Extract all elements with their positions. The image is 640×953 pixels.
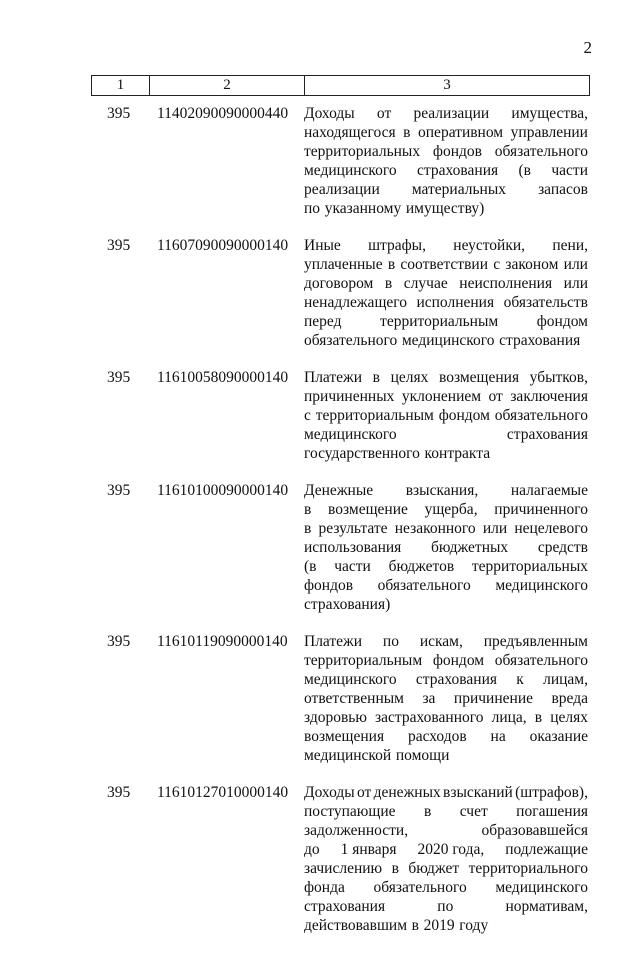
- word: или: [563, 256, 588, 273]
- table-row: [0, 236, 640, 350]
- page-number: 2: [583, 38, 592, 57]
- word: реализации: [413, 105, 490, 122]
- word: искам,: [419, 633, 463, 650]
- admin-code: 395: [107, 784, 131, 801]
- word: страхования: [304, 898, 386, 915]
- word: страхования: [499, 332, 581, 349]
- header-col-1: 1: [116, 77, 125, 93]
- table-row: [0, 104, 640, 218]
- word: (в: [304, 558, 317, 575]
- description-line: [304, 142, 588, 161]
- word: целях: [390, 369, 429, 386]
- description-line: [304, 821, 588, 840]
- word: в: [387, 256, 396, 273]
- description-line: [304, 444, 588, 463]
- word: территориальных: [304, 143, 421, 160]
- word: возмещение: [328, 501, 408, 518]
- word: фондом: [432, 652, 485, 669]
- word: медицинского: [401, 332, 495, 349]
- description-line: [304, 368, 588, 387]
- word: государственного: [304, 445, 420, 462]
- table-row: [0, 481, 640, 614]
- word: по: [382, 633, 399, 650]
- word: 2020 года,: [417, 841, 485, 858]
- word: в: [403, 124, 411, 141]
- description-line: [304, 481, 588, 500]
- description-line: [304, 783, 588, 802]
- word: с: [493, 256, 501, 273]
- word: или: [563, 275, 588, 292]
- description-line: [304, 406, 588, 425]
- word: неустойки,: [453, 237, 526, 254]
- word: нецелевого: [514, 520, 588, 537]
- description-line: [304, 576, 588, 595]
- word: взысканий: [443, 784, 513, 801]
- word: материальных: [411, 181, 506, 198]
- word: денежных: [373, 784, 441, 801]
- word: нормативам,: [505, 898, 588, 915]
- word: (в: [518, 162, 531, 179]
- word: в: [372, 369, 380, 386]
- word: Иные: [304, 237, 341, 254]
- description-line: [304, 331, 588, 350]
- table-row: [0, 783, 640, 935]
- word: реализации: [304, 181, 380, 198]
- budget-classification-code: 11610058090000140: [157, 369, 289, 386]
- word: погашения: [516, 803, 588, 820]
- word: фонда: [304, 879, 345, 896]
- word: лица,: [491, 709, 527, 726]
- word: причиненных: [304, 388, 395, 405]
- word: обязательного: [377, 577, 471, 594]
- word: бюджет: [408, 860, 460, 877]
- word: обязательного: [494, 407, 588, 424]
- word: застрахованного: [375, 709, 484, 726]
- description-line: [304, 840, 588, 859]
- word: в: [391, 860, 399, 877]
- word: Доходы: [304, 105, 355, 122]
- word: заключения: [510, 388, 588, 405]
- word: ответственным: [304, 690, 404, 707]
- word: в: [304, 501, 312, 518]
- word: перед: [304, 313, 342, 330]
- word: оказание: [529, 728, 588, 745]
- word: части: [334, 558, 371, 575]
- word: Доходы: [304, 784, 355, 801]
- word: медицинского: [304, 162, 397, 179]
- word: возмещения: [304, 728, 385, 745]
- word: счет: [459, 803, 488, 820]
- description-line: [304, 651, 588, 670]
- word: в: [411, 917, 419, 934]
- description-line: [304, 425, 588, 444]
- word: бюджетных: [430, 539, 509, 556]
- budget-classification-code: 11610100090000140: [157, 482, 289, 499]
- word: пени,: [552, 237, 588, 254]
- word: законом: [505, 256, 559, 273]
- description-line: [304, 878, 588, 897]
- word: причиненного: [494, 501, 588, 518]
- word: от: [488, 388, 503, 405]
- description-line: [304, 123, 588, 142]
- word: обязательств: [503, 294, 588, 311]
- description-line: [304, 236, 588, 255]
- word: фондов: [432, 143, 482, 160]
- table-row: [0, 632, 640, 765]
- word: зачислению: [304, 860, 383, 877]
- word: обязательного: [494, 143, 588, 160]
- word: вреда: [551, 690, 588, 707]
- word: имуществу): [405, 200, 485, 217]
- description-line: [304, 387, 588, 406]
- word: убытков,: [529, 369, 588, 386]
- word: (штрафов),: [515, 784, 588, 801]
- word: фондом: [536, 313, 588, 330]
- word: средств: [537, 539, 588, 556]
- word: территориальным: [380, 313, 499, 330]
- word: управлении: [510, 124, 588, 141]
- word: договором: [304, 275, 374, 292]
- description-line: [304, 802, 588, 821]
- description-line: [304, 595, 588, 614]
- word: обязательного: [494, 652, 588, 669]
- word: незаконного: [394, 520, 476, 537]
- description-line: [304, 255, 588, 274]
- description-line: [304, 916, 588, 935]
- word: подлежащие: [505, 841, 588, 858]
- word: году: [459, 917, 489, 934]
- description-line: [304, 689, 588, 708]
- word: оперативном: [418, 124, 504, 141]
- word: ущерба,: [424, 501, 478, 518]
- word: поступающие: [304, 803, 396, 820]
- description-line: [304, 293, 588, 312]
- word: за: [422, 690, 436, 707]
- word: территориальным: [315, 407, 434, 424]
- word: страхования): [304, 596, 391, 613]
- revenue-description: [304, 783, 588, 935]
- description-line: [304, 312, 588, 331]
- word: территориальных: [471, 558, 588, 575]
- word: или: [482, 520, 508, 537]
- word: уклонением: [401, 388, 482, 405]
- budget-classification-code: 11607090090000140: [157, 237, 289, 254]
- description-line: [304, 859, 588, 878]
- word: возмещения: [438, 369, 520, 386]
- description-line: [304, 199, 588, 218]
- description-line: [304, 161, 588, 180]
- admin-code: 395: [107, 482, 131, 499]
- word: на: [490, 728, 506, 745]
- admin-code: 395: [107, 105, 131, 122]
- description-line: [304, 727, 588, 746]
- word: неисполнения: [459, 275, 553, 292]
- word: фондов: [304, 577, 354, 594]
- admin-code: 395: [107, 369, 131, 386]
- word: страхования: [415, 671, 498, 688]
- description-line: [304, 538, 588, 557]
- revenue-description: [304, 481, 588, 614]
- word: 1 января: [340, 841, 397, 858]
- word: с: [304, 407, 311, 424]
- header-col-2: 2: [149, 76, 304, 95]
- word: Платежи: [304, 369, 363, 386]
- description-line: [304, 708, 588, 727]
- word: до: [304, 841, 320, 858]
- word: взыскания,: [405, 482, 479, 499]
- word: задолженности,: [304, 822, 409, 839]
- word: использования: [304, 539, 402, 556]
- description-line: [304, 746, 588, 765]
- description-line: [304, 557, 588, 576]
- description-line: [304, 897, 588, 916]
- budget-classification-code: 11610127010000140: [157, 784, 289, 801]
- word: образовавшейся: [481, 822, 588, 839]
- word: в: [304, 520, 312, 537]
- word: Денежные: [304, 482, 374, 499]
- word: к: [516, 671, 524, 688]
- admin-code: 395: [107, 633, 131, 650]
- word: территориальным: [304, 652, 423, 669]
- word: медицинского: [304, 671, 397, 688]
- word: случае: [403, 275, 448, 292]
- word: исполнения: [416, 294, 495, 311]
- word: по: [304, 200, 321, 217]
- word: в: [534, 709, 543, 726]
- word: бюджетов: [388, 558, 455, 575]
- word: помощи: [395, 747, 450, 764]
- word: контракта: [424, 445, 491, 462]
- word: от: [357, 784, 372, 801]
- word: расходов: [407, 728, 467, 745]
- word: обязательного: [373, 879, 467, 896]
- word: Платежи: [304, 633, 363, 650]
- word: медицинского: [304, 426, 397, 443]
- word: причинение: [453, 690, 533, 707]
- word: медицинской: [304, 747, 392, 764]
- word: обязательного: [304, 332, 398, 349]
- word: целях: [550, 709, 588, 726]
- word: в: [384, 275, 393, 292]
- word: указанному: [324, 200, 402, 217]
- word: 2019: [423, 917, 455, 934]
- revenue-description: [304, 368, 588, 463]
- table-row: [0, 368, 640, 463]
- word: страхования: [417, 162, 499, 179]
- description-line: [304, 500, 588, 519]
- word: действовавшим: [304, 917, 408, 934]
- word: фондом: [438, 407, 490, 424]
- word: лицам,: [543, 671, 588, 688]
- table-header: [91, 75, 590, 96]
- word: результате: [318, 520, 388, 537]
- table-body: [0, 104, 640, 953]
- word: части: [551, 162, 588, 179]
- admin-code: 395: [107, 237, 131, 254]
- budget-classification-code: 11610119090000140: [157, 633, 288, 650]
- description-line: [304, 632, 588, 651]
- word: налагаемые: [510, 482, 588, 499]
- budget-classification-code: 11402090090000440: [157, 105, 289, 122]
- word: здоровью: [304, 709, 367, 726]
- revenue-description: [304, 104, 588, 218]
- word: предъявленным: [483, 633, 588, 650]
- word: в: [423, 803, 432, 820]
- revenue-description: [304, 236, 588, 350]
- description-line: [304, 670, 588, 689]
- description-line: [304, 519, 588, 538]
- word: по: [437, 898, 454, 915]
- word: медицинского: [495, 577, 588, 594]
- word: уплаченные: [304, 256, 383, 273]
- description-line: [304, 104, 588, 123]
- word: штрафы,: [368, 237, 426, 254]
- description-line: [304, 180, 588, 199]
- word: запасов: [538, 181, 588, 198]
- word: от: [376, 105, 392, 122]
- word: страхования: [506, 426, 588, 443]
- word: медицинского: [495, 879, 588, 896]
- revenue-description: [304, 632, 588, 765]
- word: ненадлежащего: [304, 294, 407, 311]
- word: имущества,: [511, 105, 588, 122]
- word: соответствии: [400, 256, 488, 273]
- word: находящегося: [304, 124, 396, 141]
- header-col-3: 3: [304, 76, 589, 95]
- description-line: [304, 274, 588, 293]
- word: территориального: [468, 860, 588, 877]
